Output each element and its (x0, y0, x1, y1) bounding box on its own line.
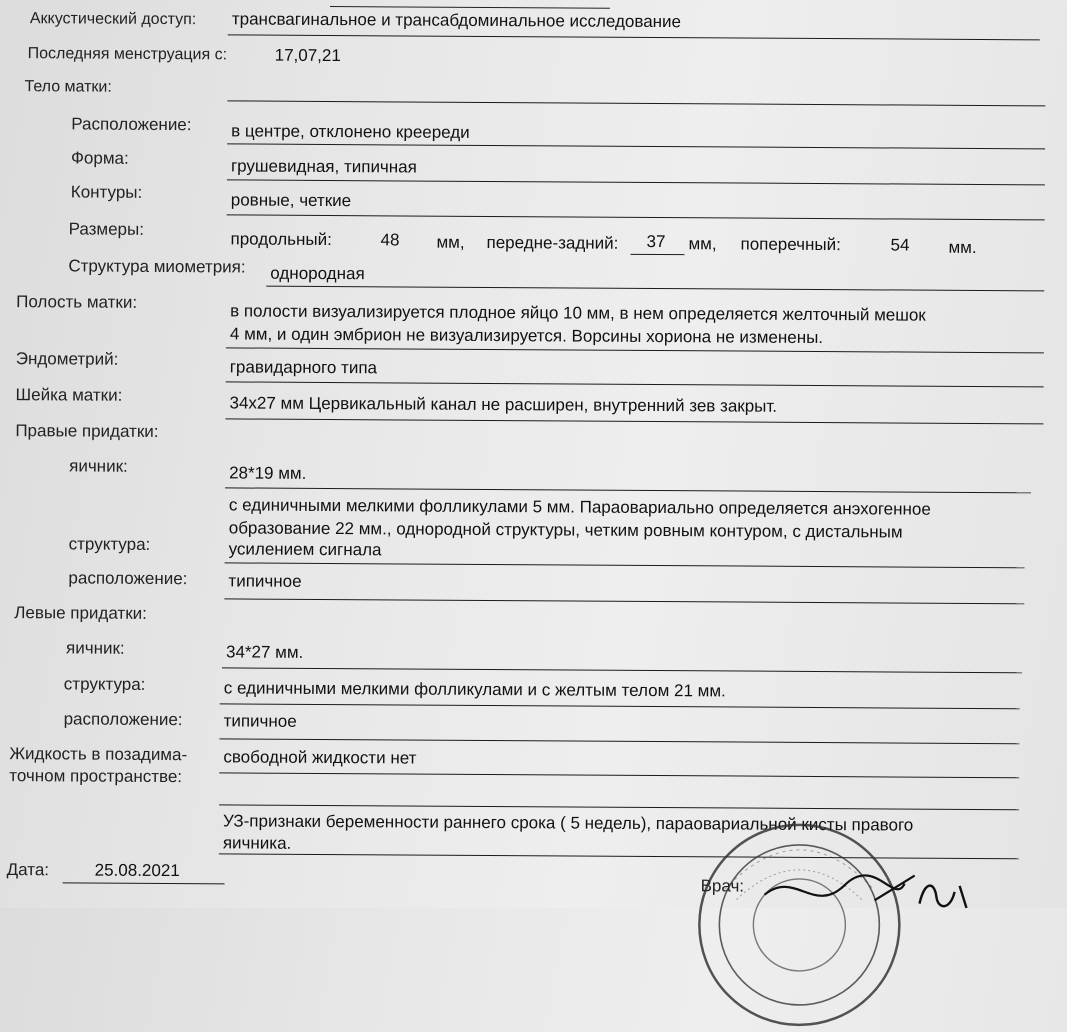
size-long-label: продольный: (230, 229, 332, 250)
right-ovary-label: яичник: (69, 456, 128, 476)
right-structure-underline (225, 562, 1025, 568)
left-ovary-underline (222, 667, 1022, 673)
left-structure-label: структура: (63, 674, 146, 694)
size-ap-underline (630, 254, 684, 255)
cavity-line1: в полости визуализируется плодное яйцо 10 мм, в нем определяется желточный мешок (230, 301, 926, 325)
access-label: Аккустический доступ: (29, 10, 197, 29)
right-location-label: расположение: (68, 568, 188, 589)
size-tr-value: 54 (890, 235, 910, 255)
left-structure-value: с единичными мелкими фолликулами и с желтым телом 21 мм. (223, 678, 726, 701)
left-ovary-value: 34*27 мм. (225, 642, 304, 662)
shape-underline (227, 179, 1045, 185)
fluid-underline (219, 772, 1019, 778)
size-tr-label: поперечный: (740, 234, 841, 255)
endometrium-label: Эндометрий: (15, 349, 119, 369)
endometrium-value: гравидарного типа (229, 357, 378, 378)
cervix-value: 34x27 мм Цервикальный канал не расширен, внутренний зев закрыт. (229, 393, 778, 416)
left-adnexa-title: Левые придатки: (14, 603, 147, 623)
endometrium-underline (226, 381, 1044, 387)
position-label: Расположение: (71, 114, 192, 135)
shape-value: грушевидная, типичная (230, 156, 417, 177)
size-tr-unit: мм. (948, 237, 977, 257)
doctor-signature-icon (754, 865, 984, 926)
date-underline (63, 882, 225, 884)
contours-underline (227, 214, 1045, 220)
position-value: в центре, отклонено креереди (231, 121, 470, 142)
access-value: трансвагинальное и трансабдоминальное исследование (231, 9, 682, 32)
fluid-value: свободной жидкости нет (223, 747, 417, 768)
contours-value: ровные, четкие (230, 190, 352, 211)
date-value: 25.08.2021 (94, 860, 180, 881)
left-location-value: типичное (223, 711, 297, 731)
uterus-title-underline (227, 100, 1045, 106)
uterus-title: Тело матки: (24, 78, 112, 96)
size-long-unit: мм, (436, 232, 465, 252)
doctor-label: Врач: (700, 876, 745, 896)
fluid-label-line1: Жидкость в позадима- (9, 744, 188, 765)
right-structure-line1: с единичными мелкими фолликулами 5 мм. Параовариально определяется анэхогенное (228, 495, 931, 519)
cervix-underline (225, 418, 1043, 424)
size-ap-value: 37 (646, 231, 666, 252)
cavity-label: Полость матки: (16, 292, 138, 312)
access-underline (228, 34, 1040, 40)
left-location-underline (219, 738, 1019, 744)
right-ovary-value: 28*19 мм. (229, 463, 307, 483)
conclusion-line1: УЗ-признаки беременности раннего срока ( 5 недель), параовариальной кисты правого (222, 811, 914, 835)
right-structure-line2: образование 22 мм., однородной структуры, четким ровным контуром, с дистальным (228, 518, 903, 542)
header-divider (330, 6, 610, 9)
myometrium-label: Структура миометрия: (68, 256, 246, 277)
left-structure-underline (220, 703, 1020, 709)
menstruation-value: 17,07,21 (274, 45, 341, 66)
right-structure-line3: усилением сигнала (228, 539, 382, 560)
sizes-label: Размеры: (68, 219, 145, 239)
conclusion-line2: яичника. (222, 833, 292, 853)
cavity-underline (226, 347, 1044, 353)
right-location-value: типичное (228, 571, 302, 591)
cavity-line2: 4 мм, и один эмбрион не визуализируется. Ворсины хориона не изменены. (229, 324, 824, 348)
right-adnexa-title: Правые придатки: (15, 421, 159, 441)
right-structure-label: структура: (68, 534, 151, 554)
myometrium-underline (266, 286, 1044, 292)
right-location-underline (224, 598, 1024, 604)
size-ap-unit: мм, (688, 234, 717, 254)
contours-label: Контуры: (70, 182, 143, 202)
fluid-underline-2 (219, 804, 1019, 810)
shape-label: Форма: (70, 148, 129, 168)
left-location-label: расположение: (63, 709, 183, 730)
menstruation-label: Последняя менструация с: (27, 45, 228, 64)
myometrium-value: однородная (270, 263, 365, 284)
left-ovary-label: яичник: (65, 638, 125, 658)
size-long-value: 48 (380, 230, 400, 250)
date-label: Дата: (6, 860, 50, 880)
size-ap-label: передне-задний: (486, 232, 619, 253)
cervix-label: Шейка матки: (15, 385, 123, 405)
position-underline (227, 143, 1045, 149)
right-ovary-underline (225, 487, 1031, 493)
fluid-label-line2: точном пространстве: (9, 766, 183, 787)
